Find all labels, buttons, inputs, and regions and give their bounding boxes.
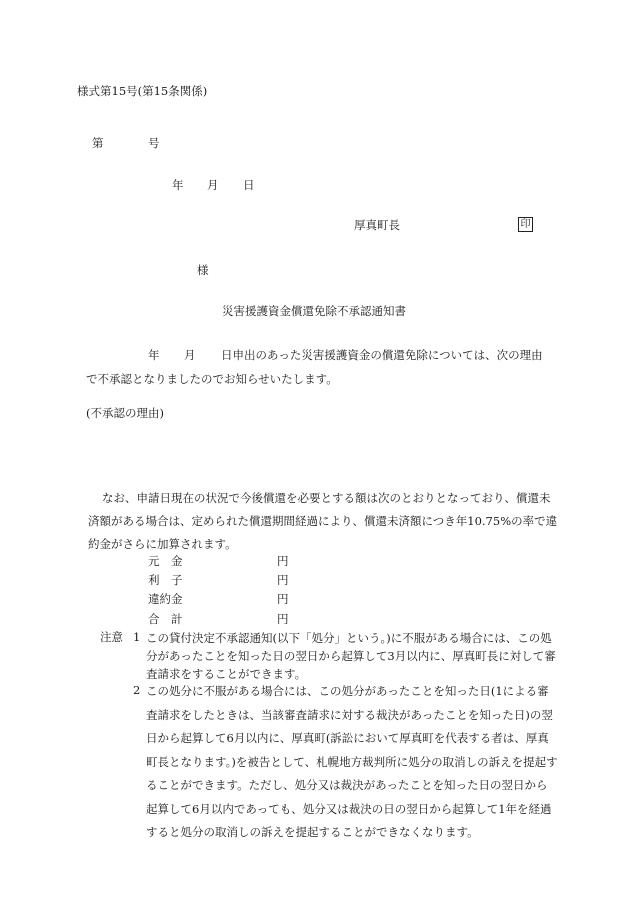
addressee-suffix: 様 bbox=[197, 263, 209, 277]
amount-unit: 円 bbox=[277, 573, 289, 587]
body-date-month: 月 bbox=[184, 348, 196, 362]
body-line1: 日申出のあった災害援護資金の償還免除については、次の理由 bbox=[221, 348, 543, 362]
date-month: 月 bbox=[207, 178, 219, 192]
note-number: 2 bbox=[133, 683, 141, 697]
notice-paragraph: なお、申請日現在の状況で今後償還を必要とする額は次のとおりとなっており、償還未済額がある場合は、定められた償還期間経過により、償還未済額につき年10.75%の率で違約金がさらに加算されます。 bbox=[88, 491, 558, 551]
date-day: 日 bbox=[243, 178, 255, 192]
note-text: この処分に不服がある場合には、この処分があったことを知った日(1による審査請求をしたときは、当該審査請求に対する裁決があったことを知った日)の翌日から起算して6月以内に、厚真町(訴訟において厚真町を代表する者は、厚真町長となります。)を被告として、札幌地方裁判所に処分の取消しの訴えを提起することができます。ただし、処分又は裁決があったことを知った日の翌日から起算して6月以内であっても、処分又は裁決の日の翌日から起算して1年を経過すると処分の取消しの訴えを提起することができなくなります。 bbox=[146, 684, 558, 839]
number-suffix: 号 bbox=[148, 136, 160, 150]
issuer-title: 厚真町長 bbox=[354, 218, 400, 232]
reason-heading: (不承認の理由) bbox=[86, 406, 164, 420]
amount-unit: 円 bbox=[277, 592, 289, 606]
seal-mark: 印 bbox=[518, 217, 533, 232]
note-number: 1 bbox=[133, 630, 141, 644]
amount-label: 利 子 bbox=[148, 573, 183, 587]
note-text: この貸付決定不承認通知(以下「処分」という。)に不服がある場合には、この処分があったことを知った日の翌日から起算して3月以内に、厚真町長に対して審査請求をすることができます。 bbox=[146, 631, 556, 681]
amount-label: 合 計 bbox=[148, 612, 183, 626]
body-date-year: 年 bbox=[148, 348, 160, 362]
amount-unit: 円 bbox=[277, 612, 289, 626]
notes-heading: 注意 bbox=[100, 630, 123, 644]
amount-label: 元 金 bbox=[148, 554, 183, 568]
date-year: 年 bbox=[172, 178, 184, 192]
amount-label: 違約金 bbox=[148, 592, 183, 606]
document-title: 災害援護資金償還免除不承認通知書 bbox=[222, 304, 406, 318]
number-prefix: 第 bbox=[92, 136, 104, 150]
form-header: 様式第15号(第15条関係) bbox=[77, 84, 208, 98]
body-line2: で不承認となりましたのでお知らせいたします。 bbox=[86, 372, 338, 386]
amount-unit: 円 bbox=[277, 554, 289, 568]
